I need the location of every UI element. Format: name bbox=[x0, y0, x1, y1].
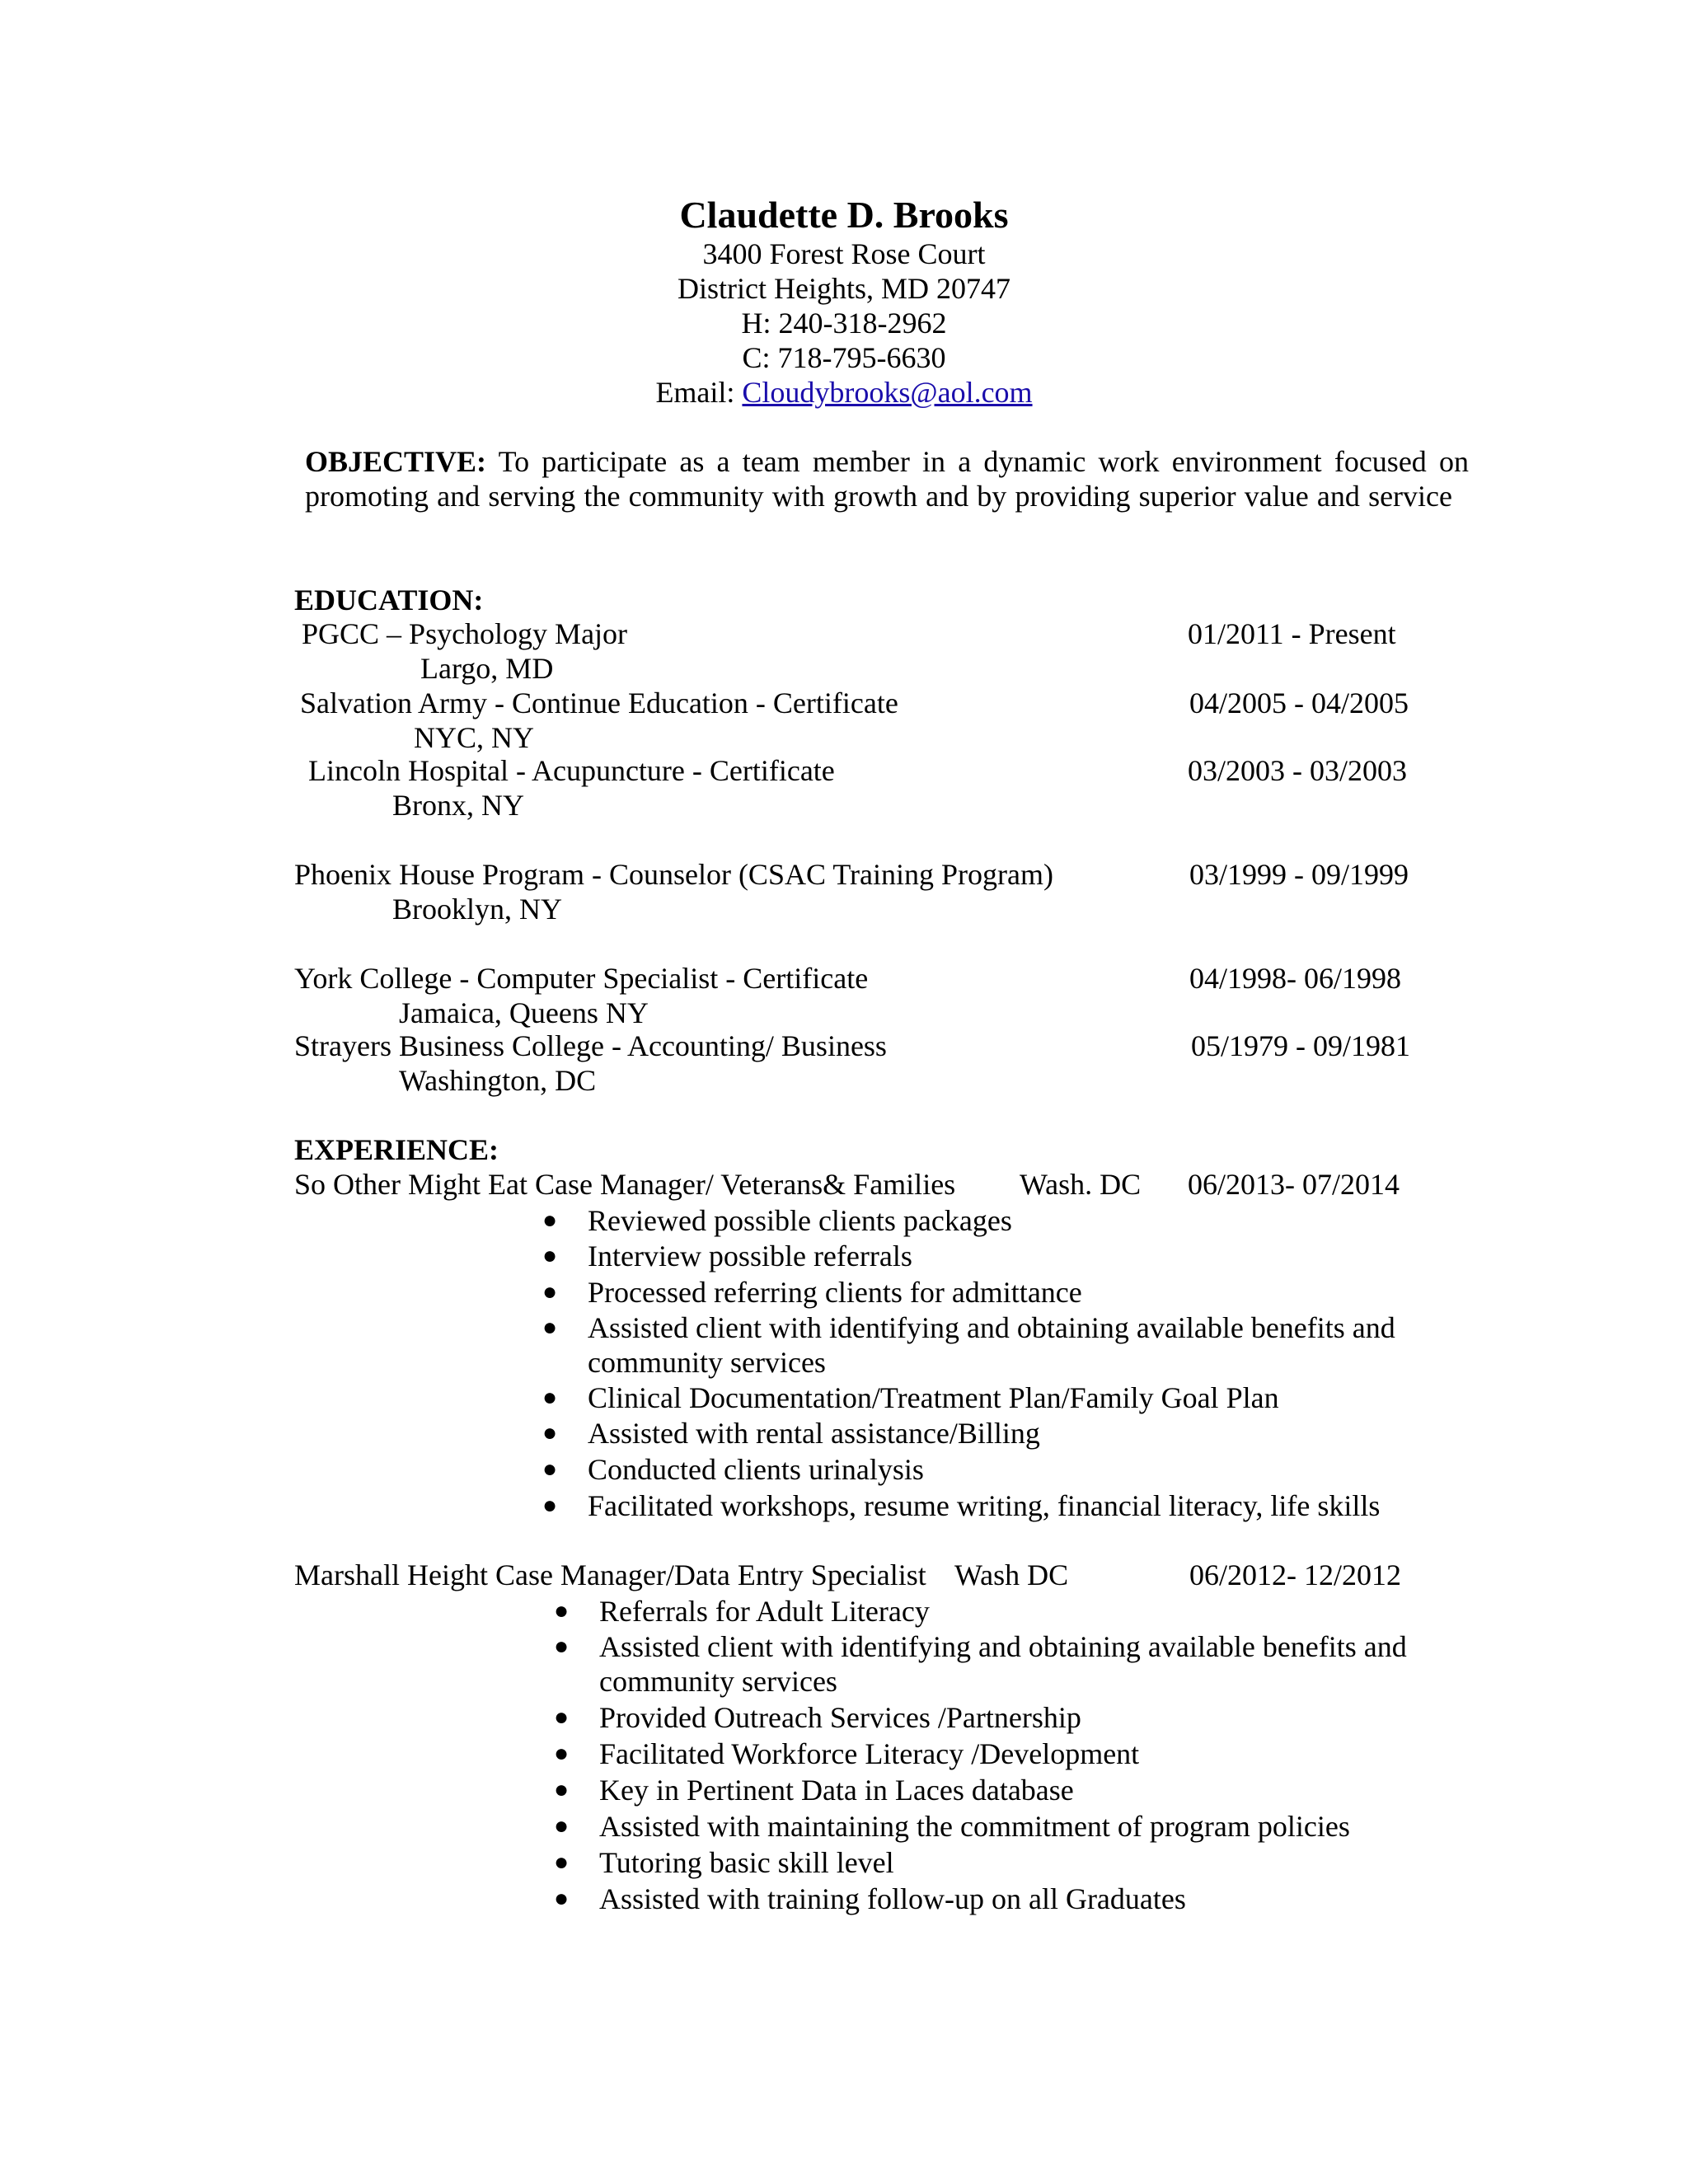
list-item: Conducted clients urinalysis bbox=[588, 1453, 924, 1486]
education-dates: 03/2003 - 03/2003 bbox=[1188, 754, 1407, 787]
list-item-continuation: community services bbox=[599, 1665, 837, 1698]
education-title: Phoenix House Program - Counselor (CSAC Training Program) bbox=[294, 858, 1053, 891]
education-dates: 05/1979 - 09/1981 bbox=[1191, 1029, 1410, 1062]
education-title: PGCC – Psychology Major bbox=[302, 617, 628, 650]
objective-text-1: To participate as a team member in a dynamic work environment focused on bbox=[498, 445, 1469, 478]
bullet-icon: ● bbox=[542, 1242, 558, 1269]
education-title: Lincoln Hospital - Acupuncture - Certificate bbox=[308, 754, 835, 787]
email-line bbox=[0, 375, 1688, 410]
education-title: York College - Computer Specialist - Certificate bbox=[294, 962, 869, 995]
bullet-icon: ● bbox=[542, 1384, 558, 1411]
education-location: Largo, MD bbox=[420, 652, 554, 685]
address-line-2: District Heights, MD 20747 bbox=[678, 272, 1010, 305]
bullet-icon: ● bbox=[542, 1278, 558, 1305]
bullet-icon: ● bbox=[542, 1314, 558, 1341]
list-item: Interview possible referrals bbox=[588, 1240, 912, 1272]
experience-heading: EXPERIENCE: bbox=[294, 1133, 499, 1166]
cell-phone: C: 718-795-6630 bbox=[742, 341, 946, 374]
job-title: Marshall Height Case Manager/Data Entry Specialist bbox=[294, 1558, 926, 1591]
email-link[interactable]: Cloudybrooks@aol.com bbox=[742, 376, 1033, 409]
education-dates: 04/2005 - 04/2005 bbox=[1189, 687, 1409, 719]
list-item: Reviewed possible clients packages bbox=[588, 1204, 1012, 1237]
bullet-icon: ● bbox=[542, 1419, 558, 1446]
education-heading: EDUCATION: bbox=[294, 583, 484, 616]
bullet-icon: ● bbox=[542, 1455, 558, 1483]
list-item: Processed referring clients for admittance bbox=[588, 1276, 1082, 1309]
education-location: Jamaica, Queens NY bbox=[399, 996, 649, 1029]
bullet-icon: ● bbox=[554, 1885, 570, 1912]
education-location: Washington, DC bbox=[399, 1064, 597, 1097]
bullet-icon: ● bbox=[554, 1776, 570, 1803]
bullet-icon: ● bbox=[554, 1633, 570, 1660]
list-item: Clinical Documentation/Treatment Plan/Family Goal Plan bbox=[588, 1381, 1279, 1414]
list-item-continuation: community services bbox=[588, 1346, 826, 1379]
email-label: Email: bbox=[655, 376, 735, 409]
list-item: Assisted with training follow-up on all Graduates bbox=[599, 1882, 1186, 1915]
list-item: Provided Outreach Services /Partnership bbox=[599, 1701, 1081, 1734]
job-location: Wash. DC bbox=[1020, 1168, 1142, 1201]
bullet-icon: ● bbox=[542, 1207, 558, 1234]
address-line-1: 3400 Forest Rose Court bbox=[702, 237, 986, 270]
education-location: NYC, NY bbox=[414, 721, 535, 754]
education-title: Salvation Army - Continue Education - Certificate bbox=[300, 687, 898, 719]
list-item: Referrals for Adult Literacy bbox=[599, 1595, 930, 1628]
education-dates: 03/1999 - 09/1999 bbox=[1189, 858, 1409, 891]
bullet-icon: ● bbox=[554, 1812, 570, 1840]
objective-label: OBJECTIVE: bbox=[305, 445, 487, 478]
bullet-icon: ● bbox=[554, 1740, 570, 1767]
list-item: Key in Pertinent Data in Laces database bbox=[599, 1774, 1074, 1807]
list-item: Assisted client with identifying and obtaining available benefits and bbox=[588, 1311, 1395, 1344]
education-title: Strayers Business College - Accounting/ Business bbox=[294, 1029, 887, 1062]
education-dates: 04/1998- 06/1998 bbox=[1189, 962, 1401, 995]
list-item: Tutoring basic skill level bbox=[599, 1846, 894, 1879]
home-phone: H: 240-318-2962 bbox=[741, 307, 947, 340]
education-dates: 01/2011 - Present bbox=[1188, 617, 1396, 650]
objective-line-2: promoting and serving the community with growth and by providing superior value and service bbox=[305, 480, 1452, 513]
bullet-icon: ● bbox=[554, 1704, 570, 1731]
list-item: Assisted with maintaining the commitment of program policies bbox=[599, 1810, 1350, 1843]
education-location: Bronx, NY bbox=[392, 789, 524, 822]
candidate-name: Claudette D. Brooks bbox=[679, 194, 1009, 236]
bullet-icon: ● bbox=[554, 1597, 570, 1624]
list-item: Assisted with rental assistance/Billing bbox=[588, 1417, 1040, 1450]
bullet-icon: ● bbox=[554, 1849, 570, 1876]
list-item: Facilitated Workforce Literacy /Development bbox=[599, 1737, 1140, 1770]
objective-line-1 bbox=[305, 444, 1469, 479]
bullet-icon: ● bbox=[542, 1492, 558, 1519]
job-title: So Other Might Eat Case Manager/ Veterans& Families bbox=[294, 1168, 956, 1201]
job-location: Wash DC bbox=[954, 1558, 1069, 1591]
job-dates: 06/2013- 07/2014 bbox=[1188, 1168, 1400, 1201]
education-location: Brooklyn, NY bbox=[392, 893, 562, 926]
job-dates: 06/2012- 12/2012 bbox=[1189, 1558, 1401, 1591]
list-item: Facilitated workshops, resume writing, financial literacy, life skills bbox=[588, 1489, 1381, 1522]
list-item: Assisted client with identifying and obtaining available benefits and bbox=[599, 1630, 1407, 1663]
